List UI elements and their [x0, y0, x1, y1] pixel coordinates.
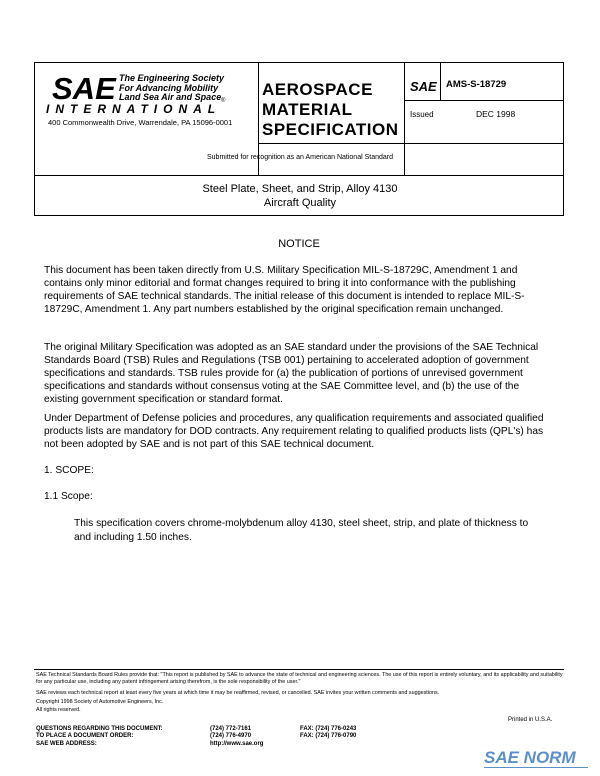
- international-wordmark: INTERNATIONAL: [46, 102, 222, 116]
- document-type-line: SPECIFICATION: [262, 120, 399, 139]
- document-type: [262, 80, 412, 140]
- tsb-rules-note: SAE Technical Standards Board Rules provide that: "This report is published by SAE to advance the state of technical and engineering sciences. The use of this report is entirely voluntary, and its applicability and suitability for any particular use, including any patent infringement arising therefrom, is the sole responsibility of the user.": [36, 672, 563, 685]
- sae-small-logo-text: SAE: [410, 79, 437, 93]
- notice-paragraph: The original Military Specification was adopted as an SAE standard under the provisions of the SAE Technical Standards Board (TSB) Rules and Regulations (TSB 001) pertaining to accelerated adoption of government specifications and standards. TSB rules provide for (a) the publication of portions of unrevised government specifications and standards without consensus voting at the SAE Committee level, and (b) the use of the existing government specification or standard format.: [44, 342, 539, 405]
- scope-text: This specification covers chrome-molybdenum alloy 4130, steel sheet, strip, and plate of thickness to and including 1.50 inches.: [74, 518, 529, 543]
- sae-logo-text: SAE: [52, 74, 116, 102]
- sae-norm-logo-text: SAE NORM: [484, 748, 576, 767]
- order-phone: (724) 776-4970: [210, 733, 252, 740]
- contact-fax: [300, 726, 356, 741]
- order-label: TO PLACE A DOCUMENT ORDER:: [36, 733, 134, 740]
- notice-heading: NOTICE: [278, 238, 320, 250]
- notice-paragraph: Under Department of Defense policies and procedures, any qualification requirements and associated qualified products lists are mandatory for DOD contracts. Any requirement relating to qualified products lists (QPL's) has not been adopted by SAE and is not part of this SAE technical document.: [44, 413, 544, 450]
- sae-norm-logo: [484, 743, 590, 773]
- document-type-line: MATERIAL: [262, 100, 353, 119]
- order-fax: FAX: (724) 776-0790: [300, 733, 357, 740]
- review-note: SAE reviews each technical report at least every five years at which time it may be reaffirmed, revised, or cancelled. SAE invites your written comments and suggestions.: [36, 690, 440, 696]
- title-line: Steel Plate, Sheet, and Strip, Alloy 4130: [202, 183, 398, 195]
- scope-heading: 1. SCOPE:: [44, 465, 94, 476]
- footer-divider: [34, 669, 564, 670]
- title-line: Aircraft Quality: [263, 196, 337, 209]
- ansi-submission-note: Submitted for recognition as an American National Standard: [207, 154, 393, 161]
- society-line: For Advancing Mobility: [119, 82, 219, 93]
- document-type-line: AEROSPACE: [262, 80, 373, 99]
- society-tagline: [119, 74, 259, 103]
- notice-paragraph: This document has been taken directly from U.S. Military Specification MIL-S-18729C, Amendment 1 and contains only minor editorial and format changes required to bring it into conformance with the publishing requirements of SAE technical standards. The initial release of this document is intended to replace MIL-S-18729C, Amendment 1. Any part numbers established by the original specification remain unchanged.: [44, 265, 525, 315]
- society-line: The Engineering Society: [119, 73, 225, 83]
- web-label: SAE WEB ADDRESS:: [36, 740, 97, 747]
- web-address-link[interactable]: http://www.sae.org: [210, 740, 264, 747]
- registered-mark: ®: [221, 98, 226, 104]
- sae-logo: [52, 74, 120, 102]
- document-title: [35, 183, 565, 210]
- printed-in: Printed in U.S.A.: [508, 717, 553, 723]
- contact-labels: [36, 726, 163, 748]
- copyright: Copyright 1998 Society of Automotive Engineers, Inc.: [36, 699, 164, 705]
- contact-values: [210, 726, 263, 748]
- scope-subheading: 1.1 Scope:: [44, 491, 93, 502]
- sae-address: 400 Commonwealth Drive, Warrendale, PA 15096-0001: [48, 118, 233, 127]
- society-line: Land Sea Air and Space: [119, 92, 222, 102]
- questions-phone: (724) 772-7161: [210, 726, 252, 732]
- sae-small-logo: [410, 79, 438, 93]
- header-divider: [440, 62, 441, 100]
- issued-date: DEC 1998: [476, 109, 516, 119]
- questions-fax: FAX: (724) 776-0243: [300, 726, 357, 732]
- rights-reserved: All rights reserved.: [36, 707, 81, 713]
- questions-label: QUESTIONS REGARDING THIS DOCUMENT:: [36, 726, 163, 732]
- header-divider: [404, 100, 564, 101]
- header-divider: [258, 143, 564, 144]
- issued-label: Issued: [410, 110, 434, 119]
- document-number: AMS-S-18729: [446, 79, 507, 90]
